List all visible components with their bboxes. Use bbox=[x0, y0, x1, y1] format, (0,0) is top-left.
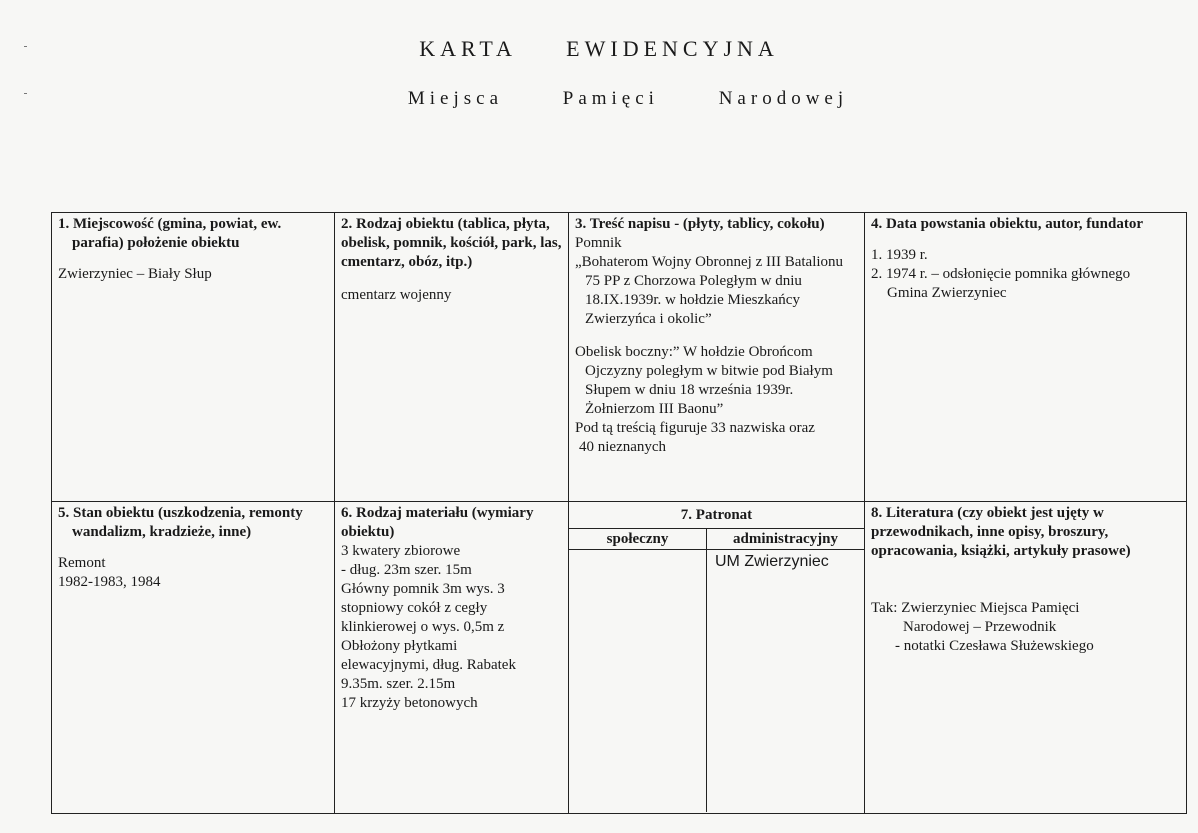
material-line: 17 krzyży betonowych bbox=[341, 695, 478, 711]
cell-date bbox=[865, 213, 1186, 502]
material-line: elewacyjnymi, dług. Rabatek bbox=[341, 657, 516, 673]
cell-material bbox=[335, 502, 569, 813]
cell-date-item1: 1. 1939 r. bbox=[871, 247, 928, 263]
cell-date-item2: 2. 1974 r. – odsłonięcie pomnika głównego bbox=[871, 266, 1131, 282]
cell-condition-value1: Remont bbox=[58, 555, 106, 571]
patronage-social-value bbox=[569, 550, 707, 812]
cell-material-header: 6. Rodzaj materiału (wymiary obiektu) bbox=[341, 505, 534, 540]
material-line: klinkierowej o wys. 0,5m z bbox=[341, 619, 505, 635]
cell-literature-line3: - notatki Czesława Służewskiego bbox=[895, 638, 1094, 654]
cell-literature-header: 8. Literatura (czy obiekt jest ujęty w przewodnikach, inne opisy, broszury, opracowania, książki, artykuły prasowe) bbox=[871, 505, 1131, 559]
cell-literature bbox=[865, 502, 1186, 813]
cell-condition bbox=[52, 502, 335, 813]
cell-inscription-text1: „Bohaterom Wojny Obronnej z III Batalionu 75 PP z Chorzowa Poległym w dniu 18.IX.1939r. w hołdzie Mieszkańcy Zwierzyńca i okolic” bbox=[575, 254, 844, 327]
cell-inscription bbox=[569, 213, 865, 502]
cell-location-value: Zwierzyniec – Biały Słup bbox=[58, 266, 212, 282]
cell-date-header: 4. Data powstania obiektu, autor, fundator bbox=[871, 216, 1143, 232]
page-subtitle: Miejsca Pamięci Narodowej bbox=[407, 88, 849, 109]
material-line: 3 kwatery zbiorowe bbox=[341, 543, 461, 559]
material-line: - dług. 23m szer. 15m bbox=[341, 562, 472, 578]
cell-date-item2b: Gmina Zwierzyniec bbox=[887, 285, 1007, 301]
cell-literature-line1: Tak: Zwierzyniec Miejsca Pamięci bbox=[871, 600, 1080, 616]
patronage-admin-value: UM Zwierzyniec bbox=[715, 553, 829, 570]
cell-condition-value2: 1982-1983, 1984 bbox=[58, 574, 161, 590]
cell-object-type-header: 2. Rodzaj obiektu (tablica, płyta, obelisk, pomnik, kościół, park, las, cmentarz, obóz, itp.) bbox=[341, 216, 562, 270]
patronage-social-header: społeczny bbox=[569, 528, 707, 550]
cell-inscription-note2: 40 nieznanych bbox=[579, 439, 667, 455]
cell-patronage-header: 7. Patronat bbox=[680, 507, 753, 523]
record-card-table bbox=[51, 212, 1187, 814]
cell-object-type-value: cmentarz wojenny bbox=[341, 287, 452, 303]
material-line: Główny pomnik 3m wys. 3 bbox=[341, 581, 505, 597]
patronage-admin-header: administracyjny bbox=[707, 528, 864, 550]
cell-patronage bbox=[569, 502, 865, 813]
material-line: 9.35m. szer. 2.15m bbox=[341, 676, 456, 692]
cell-inscription-header: 3. Treść napisu - (płyty, tablicy, cokołu) bbox=[575, 216, 825, 232]
cell-inscription-label2: Obelisk boczny:” W hołdzie Obrońcom bbox=[575, 344, 813, 360]
cell-inscription-text2: Ojczyzny poległym w bitwie pod Białym Słupem w dniu 18 września 1939r. Żołnierzom III Baonu” bbox=[585, 363, 833, 417]
cell-location-header: 1. Miejscowość (gmina, powiat, ew. parafia) położenie obiektu bbox=[58, 216, 282, 251]
material-line: stopniowy cokół z cegły bbox=[341, 600, 488, 616]
cell-object-type bbox=[335, 213, 569, 502]
cell-inscription-line1: Pomnik bbox=[575, 235, 622, 251]
cell-inscription-note: Pod tą treścią figuruje 33 nazwiska oraz bbox=[575, 420, 815, 436]
page-title: KARTA EWIDENCYJNA bbox=[419, 36, 779, 61]
cell-condition-header: 5. Stan obiektu (uszkodzenia, remonty wandalizm, kradzieże, inne) bbox=[58, 505, 303, 540]
cell-literature-line2: Narodowej – Przewodnik bbox=[903, 619, 1057, 635]
material-line: Obłożony płytkami bbox=[341, 638, 458, 654]
cell-location bbox=[52, 213, 335, 502]
